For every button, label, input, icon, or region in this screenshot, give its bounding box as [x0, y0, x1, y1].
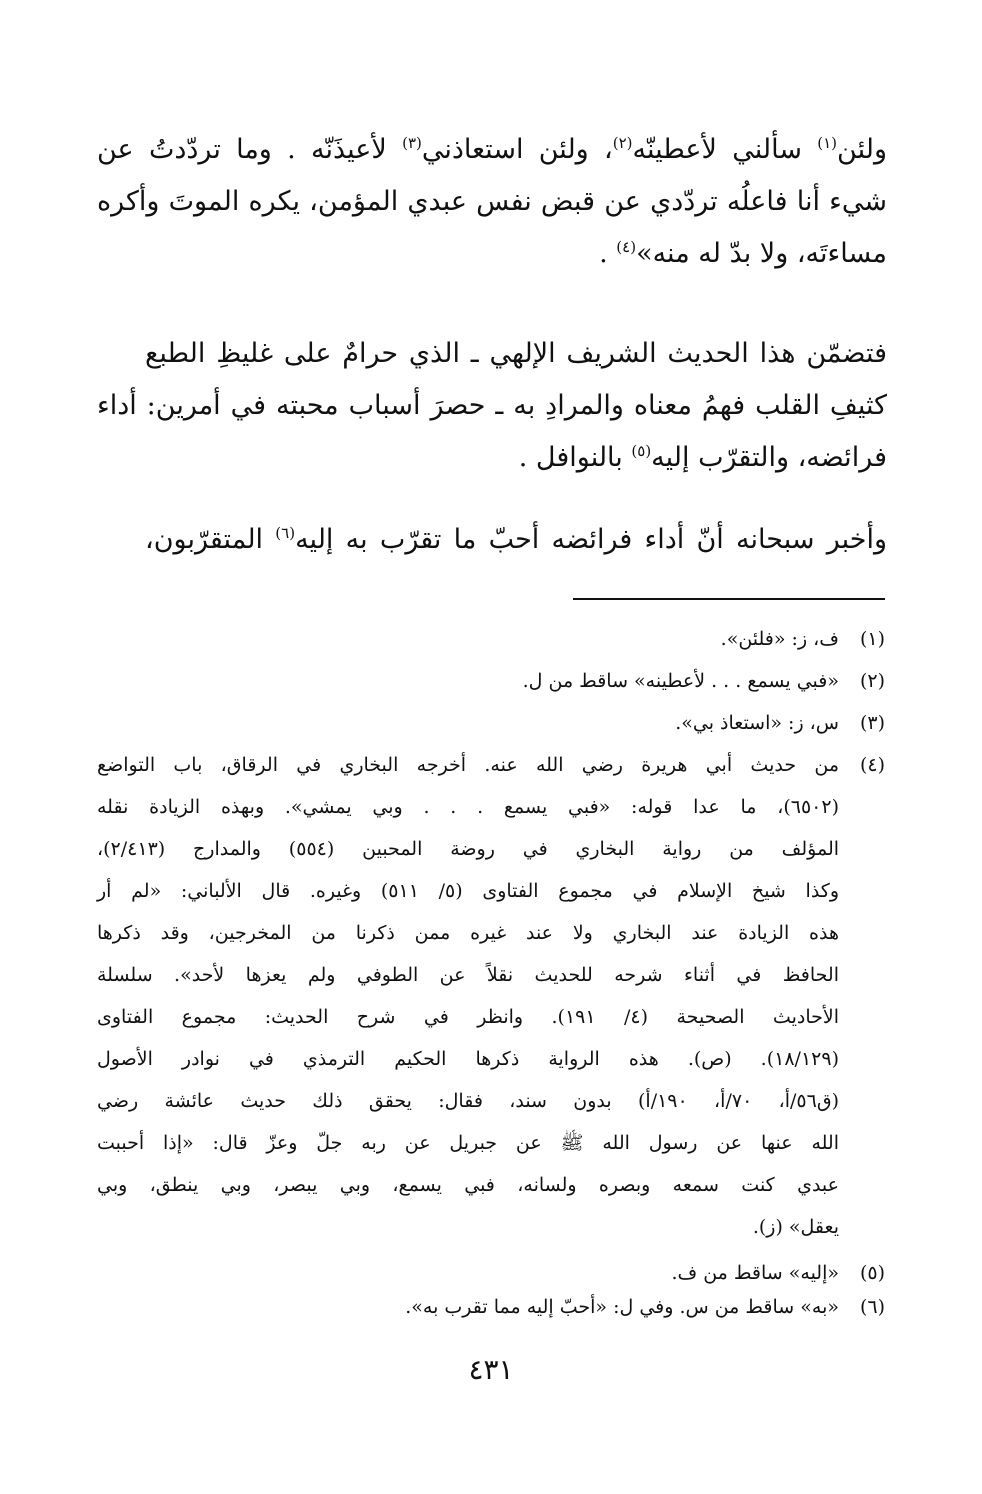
footnote-text-line: هذه الزيادة عند البخاري ولا عند غيره ممن ذكرنا من المخرجين، وقد ذكرها	[97, 922, 839, 944]
footnote-ref: (٤)	[616, 238, 637, 256]
footnote-ref: (٥)	[631, 442, 652, 460]
footnote-text: «فبي يسمع . . . لأعطينه» ساقط من ل.	[522, 670, 839, 692]
footnote-4	[97, 748, 885, 782]
main-text-line: كثيفِ القلب فهمُ معناه والمرادِ به ـ حصرَ أسباب محبته في أمرين: أداء	[97, 390, 887, 421]
main-text-line	[97, 232, 887, 276]
footnote-text: ف، ز: «فلئن».	[720, 628, 839, 650]
text-run: ولئن	[837, 134, 887, 165]
text-run: المتقرّبون،	[145, 524, 276, 555]
main-text-line	[97, 128, 887, 172]
page-number: ٤٣١	[468, 1353, 514, 1386]
footnote-ref: (١)	[817, 134, 838, 152]
main-text-line: فتضمّن هذا الحديث الشريف الإلهي ـ الذي حرامٌ على غليظِ الطبع	[145, 338, 887, 369]
footnote-ref: (٣)	[402, 134, 422, 152]
footnote-number: (٣)	[859, 712, 885, 734]
footnote-6	[97, 1290, 885, 1324]
text-run: بالنوافل .	[518, 442, 632, 473]
main-text-line	[145, 518, 887, 562]
footnote-text-line: (ق٥٦/أ، ٧٠/أ، ١٩٠/أ) بدون سند، فقال: يحقق ذلك حديث عائشة رضي	[97, 1090, 839, 1112]
footnote-text-line: المؤلف من رواية البخاري في روضة المحبين (٥٥٤) والمدارج (٢/٤١٣)،	[97, 838, 840, 860]
footnote-text-line: (٦٥٠٢)، ما عدا قوله: «فبي يسمع . . . وبي يمشي». وبهذه الزيادة نقله	[97, 796, 839, 818]
footnote-ref: (٢)	[612, 134, 633, 152]
footnote-number: (٤)	[859, 754, 885, 776]
footnote-text-line: الأحاديث الصحيحة (٤/ ١٩١). وانظر في شرح الحديث: مجموع الفتاوى	[97, 1006, 839, 1028]
footnote-number: (٦)	[859, 1296, 885, 1318]
footnote-text-line: الله عنها عن رسول الله ﷺ عن جبريل عن ربه جلّ وعزّ قال: «إذا أحببت	[97, 1132, 839, 1154]
footnote-text: «إليه» ساقط من ف.	[671, 1262, 839, 1284]
text-run: سألني لأعطينّه	[632, 134, 818, 165]
footnote-text: س، ز: «استعاذ بي».	[675, 712, 839, 734]
footnote-text-line: (١٨/١٢٩). (ص). هذه الرواية ذكرها الحكيم الترمذي في نوادر الأصول	[97, 1048, 839, 1070]
footnote-number: (٥)	[859, 1262, 885, 1284]
footnote-text-line: عبدي كنت سمعه وبصره ولسانه، فبي يسمع، وبي يبصر، وبي ينطق، وبي	[97, 1174, 839, 1196]
footnote-number: (٢)	[859, 670, 885, 692]
text-run: فرائضه، والتقرّب إليه	[651, 442, 887, 473]
text-run: .	[599, 238, 617, 269]
footnote-separator	[573, 598, 885, 600]
main-text-line: شيء أنا فاعلُه تردّدي عن قبض نفس عبدي المؤمن، يكره الموتَ وأكره	[97, 186, 887, 217]
footnote-3	[97, 706, 885, 740]
footnote-number: (١)	[859, 628, 885, 650]
footnote-2	[97, 664, 885, 698]
footnote-ref: (٦)	[275, 524, 296, 542]
main-text-line	[97, 436, 887, 480]
footnote-text-line: وكذا شيخ الإسلام في مجموع الفتاوى (٥/ ٥١١) وغيره. قال الألباني: «لم أر	[97, 880, 840, 902]
text-run: ، ولئن استعاذني	[421, 134, 613, 165]
text-run: مساءتَه، ولا بدّ له منه»	[636, 238, 887, 269]
footnote-text-line: يعقل» (ز).	[752, 1216, 839, 1238]
text-run: وأخبر سبحانه أنّ أداء فرائضه أحبّ ما تقرّب به إليه	[295, 524, 887, 555]
text-run: لأعيذَنّه . وما تردّدتُ عن	[97, 134, 403, 165]
footnote-text-line: الحافظ في أثناء شرحه للحديث نقلاً عن الطوفي ولم يعزها لأحد». سلسلة	[97, 964, 839, 986]
footnote-5	[97, 1256, 885, 1290]
footnote-text-line: من حديث أبي هريرة رضي الله عنه. أخرجه البخاري في الرقاق، باب التواضع	[97, 754, 839, 776]
footnote-text: «به» ساقط من س. وفي ل: «أحبّ إليه مما تقرب به».	[405, 1296, 839, 1318]
footnote-1	[97, 622, 885, 656]
